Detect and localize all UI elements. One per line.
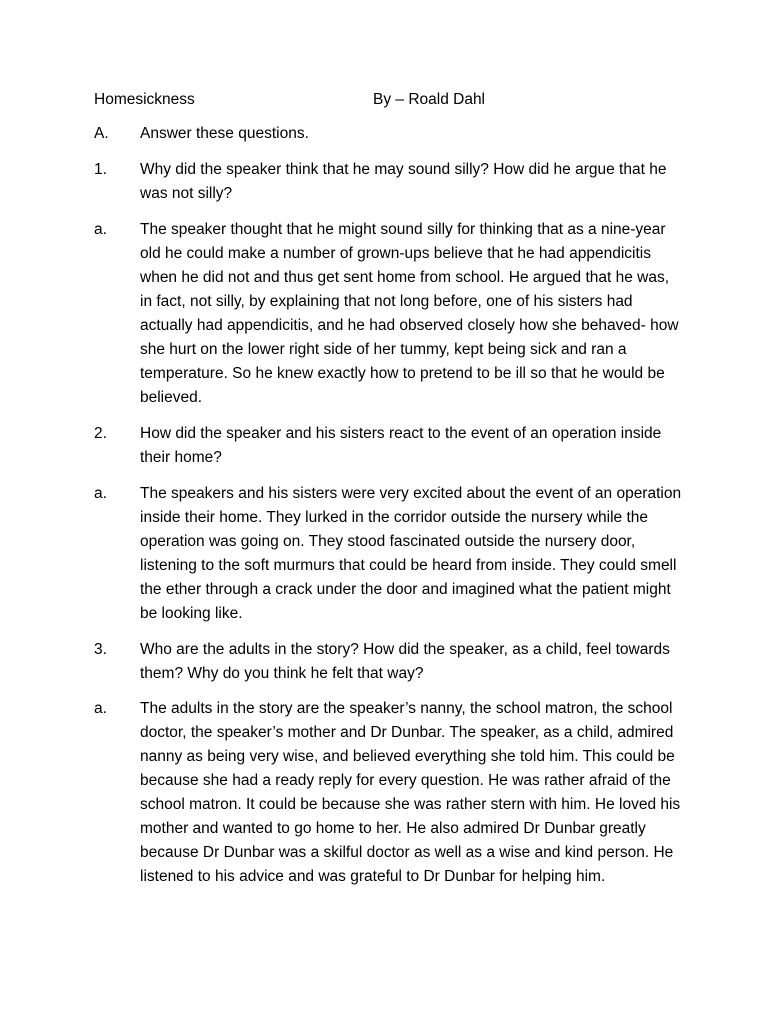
- item-marker: a.: [94, 221, 107, 238]
- item-marker: 3.: [94, 641, 107, 658]
- section-heading: [94, 122, 684, 146]
- item-text: Answer these questions.: [140, 125, 309, 142]
- document-header: [94, 89, 694, 111]
- answer-item: [94, 482, 684, 626]
- question-item: [94, 158, 684, 206]
- item-marker: a.: [94, 485, 107, 502]
- answer-text: The adults in the story are the speaker’s nanny, the school matron, the school doctor, the speaker’s mother and Dr Dunbar. The speaker, as a child, admired nanny as being very wise, and believed everything she told him. This could be because she had a ready reply for every question. He was rather afraid of the school matron. It could be because she was rather stern with him. He loved his mother and wanted to go home to her. He also admired Dr Dunbar greatly because Dr Dunbar was a skilful doctor as well as a wise and kind person. He listened to his advice and was grateful to Dr Dunbar for helping him.: [140, 700, 681, 885]
- answer-item: [94, 697, 684, 889]
- document-author: By – Roald Dahl: [373, 91, 486, 108]
- item-marker: 2.: [94, 425, 107, 442]
- answer-text: The speakers and his sisters were very excited about the event of an operation inside their home. They lurked in the corridor outside the nursery while the operation was going on. They stood fascinated outside the nursery door, listening to the soft murmurs that could be heard from inside. They could smell the ether through a crack under the door and imagined what the patient might be looking like.: [140, 485, 682, 622]
- item-marker: A.: [94, 125, 109, 142]
- question-text: Why did the speaker think that he may sound silly? How did he argue that he was not silly?: [140, 161, 667, 202]
- answer-item: [94, 218, 684, 410]
- item-marker: 1.: [94, 161, 107, 178]
- question-text: How did the speaker and his sisters react to the event of an operation inside their home?: [140, 425, 662, 466]
- question-item: [94, 422, 684, 470]
- document-title: Homesickness: [94, 91, 195, 108]
- answer-text: The speaker thought that he might sound silly for thinking that as a nine-year old he could make a number of grown-ups believe that he had appendicitis when he did not and thus get sent home from school. He argued that he was, in fact, not silly, by explaining that not long before, one of his sisters had actually had appendicitis, and he had observed closely how she behaved- how she hurt on the lower right side of her tummy, kept being sick and ran a temperature. So he knew exactly how to pretend to be ill so that he would be believed.: [140, 221, 679, 406]
- question-text: Who are the adults in the story? How did the speaker, as a child, feel towards them? Why do you think he felt that way?: [140, 641, 670, 682]
- question-item: [94, 638, 684, 686]
- item-marker: a.: [94, 700, 107, 717]
